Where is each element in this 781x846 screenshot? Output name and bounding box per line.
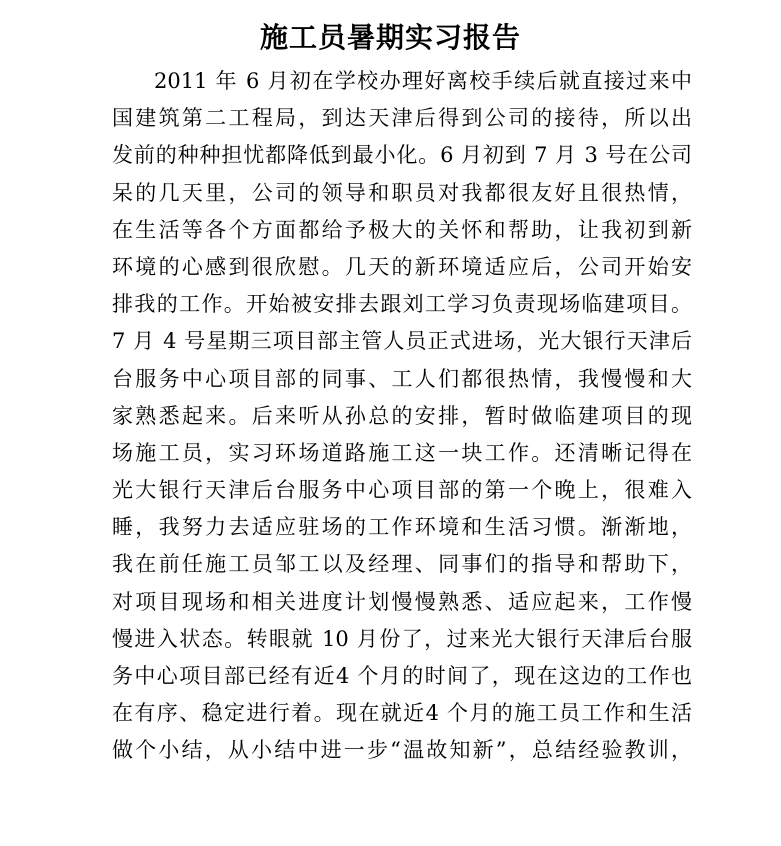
paragraph-line: 在有序、稳定进行着。现在就近4 个月的施工员工作和生活 bbox=[112, 701, 692, 726]
paragraph-line: 家熟悉起来。后来听从孙总的安排，暂时做临建项目的现 bbox=[112, 403, 692, 428]
paragraph-line: 务中心项目部已经有近4 个月的时间了，现在这边的工作也 bbox=[112, 664, 692, 688]
paragraph-line: 国建筑第二工程局，到达天津后得到公司的接待，所以出 bbox=[112, 106, 692, 131]
paragraph-line: 环境的心感到很欣慰。几天的新环境适应后，公司开始安 bbox=[112, 254, 692, 279]
paragraph-line: 对项目现场和相关进度计划慢慢熟悉、适应起来，工作慢 bbox=[112, 589, 692, 614]
paragraph-line: 做个小结，从小结中进一步“温故知新”，总结经验教训， bbox=[112, 738, 692, 763]
paragraph-line: 慢进入状态。转眼就 10 月份了，过来光大银行天津后台服 bbox=[112, 626, 692, 651]
paragraph-line: 我在前任施工员邹工以及经理、同事们的指导和帮助下， bbox=[112, 552, 692, 577]
document-body bbox=[112, 63, 692, 770]
paragraph-line: 发前的种种担忧都降低到最小化。6 月初到 7 月 3 号在公司 bbox=[112, 143, 692, 168]
paragraph-line: 排我的工作。开始被安排去跟刘工学习负责现场临建项目。 bbox=[112, 292, 692, 317]
paragraph-line: 光大银行天津后台服务中心项目部的第一个晚上，很难入 bbox=[112, 478, 692, 503]
document-title: 施工员暑期实习报告 bbox=[259, 21, 521, 54]
paragraph-line: 2011 年 6 月初在学校办理好离校手续后就直接过来中 bbox=[154, 69, 692, 93]
paragraph-line: 在生活等各个方面都给予极大的关怀和帮助，让我初到新 bbox=[112, 217, 692, 242]
paragraph-line: 睡，我努力去适应驻场的工作环境和生活习惯。渐渐地， bbox=[112, 515, 692, 540]
paragraph-line: 呆的几天里，公司的领导和职员对我都很友好且很热情， bbox=[112, 180, 692, 205]
paragraph-line: 场施工员，实习环场道路施工这一块工作。还清晰记得在 bbox=[112, 440, 692, 465]
paragraph-line: 台服务中心项目部的同事、工人们都很热情，我慢慢和大 bbox=[112, 366, 692, 391]
paragraph-line: 7 月 4 号星期三项目部主管人员正式进场，光大银行天津后 bbox=[112, 329, 692, 354]
